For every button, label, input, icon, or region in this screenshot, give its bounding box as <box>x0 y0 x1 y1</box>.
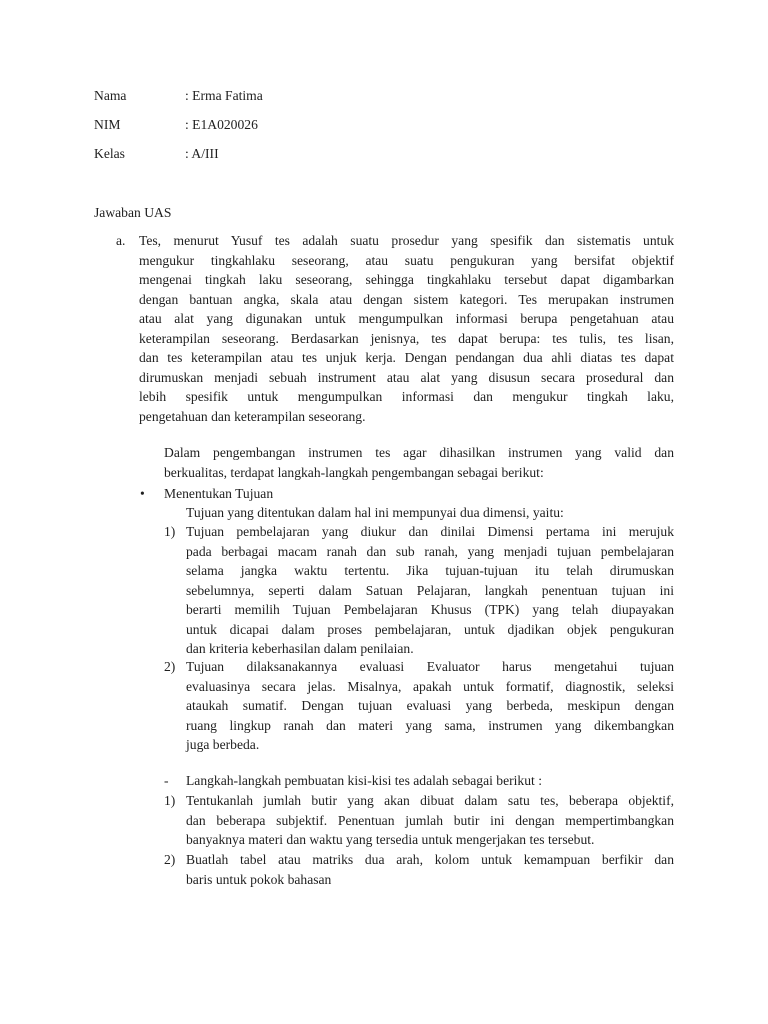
nim-row <box>94 115 258 135</box>
tujuan-2-paragraph <box>186 657 674 755</box>
paragraph-line: Tes, menurut Yusuf tes adalah suatu prosedur yang spesifik dan sistematis untuk <box>139 233 674 248</box>
paragraph-line: sebelumnya, seperti dalam Satuan Pelajaran, langkah penentuan tujuan ini <box>186 582 674 598</box>
paragraph-line: atau alat yang digunakan untuk mengumpulkan informasi berupa pengetahuan atau <box>139 311 674 326</box>
section-title: Jawaban UAS <box>94 205 172 220</box>
paragraph-line: keterampilan seseorang. Berdasarkan jenisnya, tes dapat berupa: tes tulis, tes lisan, <box>139 330 674 346</box>
kisi-1-marker: 1) <box>164 793 176 808</box>
tujuan-1-marker: 1) <box>164 524 176 539</box>
nim-label: NIM <box>94 117 121 132</box>
bullet-marker: • <box>140 486 145 501</box>
paragraph-line: evaluasinya secara jelas. Misalnya, apakah untuk formatif, diagnostik, seleksi <box>186 678 674 694</box>
paragraph-line: berkualitas, terdapat langkah-langkah pengembangan sebagai berikut: <box>164 464 544 480</box>
nim-value: : E1A020026 <box>185 117 258 132</box>
paragraph-line: Dalam pengembangan instrumen tes agar dihasilkan instrumen yang valid dan <box>164 445 674 460</box>
tujuan-1-paragraph <box>186 522 674 659</box>
paragraph-line: lebih spesifik untuk mengumpulkan informasi dan mengukur tingkah laku, <box>139 389 674 404</box>
paragraph-line: ataukah sumatif. Dengan tujuan evaluasi yang berbeda, meskipun dengan <box>186 698 674 713</box>
paragraph-line: juga berbeda. <box>186 737 260 752</box>
name-label: Nama <box>94 88 127 103</box>
paragraph-line: Tentukanlah jumlah butir yang akan dibuat dalam satu tes, beberapa objektif, <box>186 793 674 808</box>
class-label: Kelas <box>94 146 125 161</box>
paragraph-line: berarti memilih Tujuan Pembelajaran Khusus (TPK) yang telah diupayakan <box>186 602 674 617</box>
paragraph-line: selama jangka waktu tertentu. Jika tujuan-tujuan itu telah dirumuskan <box>186 563 674 578</box>
kisi-dash-marker: - <box>164 773 169 788</box>
paragraph-line: Tujuan dilaksanakannya evaluasi Evaluator harus mengetahui tujuan <box>186 659 674 674</box>
name-value: : Erma Fatima <box>185 88 263 103</box>
paragraph-line: dan tes keterampilan atau tes unjuk kerja. Dengan pendangan dua ahli diatas tes dapat <box>139 350 674 365</box>
kisi-1-paragraph <box>186 791 674 850</box>
kisi-2-marker: 2) <box>164 852 176 867</box>
paragraph-line: pada berbagai macam ranah dan sub ranah, yang menjadi tujuan pembelajaran <box>186 543 674 559</box>
paragraph-line: untuk dicapai dalam proses pembelajaran, untuk djadikan objek pengukuran <box>186 621 674 637</box>
paragraph-line: pengetahuan dan keterampilan seseorang. <box>139 408 366 424</box>
paragraph-line: mengukur tingkahlaku seseorang, atau suatu pengukuran yang bersifat objektif <box>139 252 674 268</box>
tujuan-2-marker: 2) <box>164 659 176 674</box>
paragraph-line: baris untuk pokok bahasan <box>186 871 332 887</box>
paragraph-line: ruang lingkup ranah dan materi yang sama, instrumen yang dikembangkan <box>186 717 674 733</box>
intro-paragraph <box>164 443 674 482</box>
item-a-paragraph <box>139 231 674 426</box>
kisi-title: Langkah-langkah pembuatan kisi-kisi tes adalah sebagai berikut : <box>186 773 542 788</box>
paragraph-line: mengenai tingkah laku seseorang, sehingga tingkahlaku tersebut dapat digambarkan <box>139 272 674 287</box>
kisi-2-paragraph <box>186 850 674 889</box>
class-value: : A/III <box>185 146 219 161</box>
paragraph-line: Tujuan pembelajaran yang diukur dan dinilai Dimensi pertama ini merujuk <box>186 524 674 539</box>
class-row <box>94 144 219 164</box>
item-a-marker: a. <box>116 233 126 248</box>
paragraph-line: banyaknya materi dan waktu yang tersedia untuk mengerjakan tes tersebut. <box>186 832 595 847</box>
bullet-subtitle: Tujuan yang ditentukan dalam hal ini mempunyai dua dimensi, yaitu: <box>186 505 564 520</box>
paragraph-line: dan kriteria keberhasilan dalam penilaian. <box>186 641 414 656</box>
paragraph-line: Buatlah tabel atau matriks dua arah, kolom untuk kemampuan berfikir dan <box>186 852 674 867</box>
paragraph-line: dan beberapa subjektif. Penentuan jumlah butir ini dengan mempertimbangkan <box>186 812 674 828</box>
name-row <box>94 86 263 106</box>
paragraph-line: dengan bantuan angka, skala atau dengan sistem kategori. Tes merupakan instrumen <box>139 291 674 307</box>
bullet-title: Menentukan Tujuan <box>164 486 274 501</box>
paragraph-line: dirumuskan menjadi sebuah instrument atau alat yang disusun secara prosedural dan <box>139 369 674 385</box>
